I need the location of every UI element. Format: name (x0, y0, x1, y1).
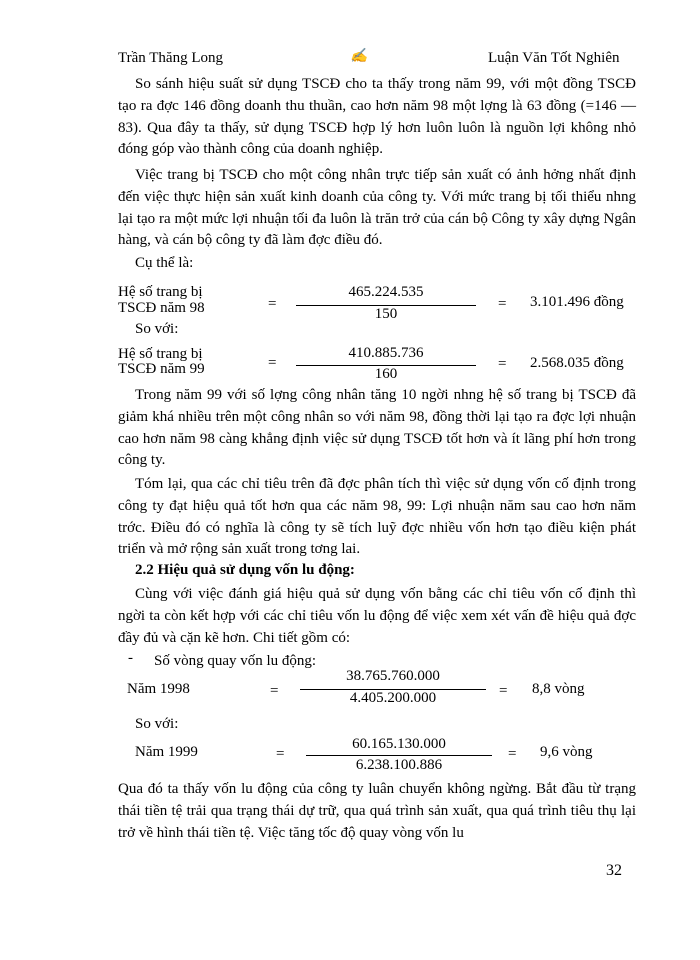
paragraph-circulation: Qua đó ta thấy vốn lu động của công ty luân chuyển không ngừng. Bắt đầu từ trạng thái tiền tệ trải qua trạng thái dự trữ, qua quá trình sản xuất, qua quá trình tiêu thụ lại trở về hình thái tiền tệ. Việc tăng tốc độ quay vòng vốn lu (118, 781, 636, 841)
paragraph-year-99: Trong năm 99 với số lợng công nhân tăng 10 ngời nhng hệ số trang bị TSCĐ đã giảm khá nhiều trên một công nhân so với năm 98, đồng thời lại tạo ra đợc lợi nhuận cao hơn năm 98 càng khẳng định việc sử dụng TSCĐ tốt hơn và ít lãng phí hơn trong công ty. (118, 387, 636, 469)
formula-4-result: 9,6 vòng (540, 744, 593, 760)
formula-1-numerator: 465.224.535 (348, 284, 424, 300)
paragraph-summary: Tóm lại, qua các chỉ tiêu trên đã đợc phân tích thì việc sử dụng vốn cố định trong công ty đạt hiệu quả tốt hơn qua các năm 98, 99: Lợi nhuận năm sau cao hơn năm trớc. Điều đó có nghĩa là công ty sẽ tích luỹ đợc nhiều vốn hơn tạo điều kiện phát triển và mở rộng sản xuất trong tơng lai. (118, 476, 636, 558)
formula-2-numerator: 410.885.736 (348, 345, 424, 361)
bullet-turnover: Số vòng quay vốn lu động: (154, 653, 317, 669)
paragraph-specifically: Cụ thể là: (135, 255, 194, 271)
formula-4-fraction-bar (306, 755, 492, 756)
formula-1-result: 3.101.496 đồng (530, 294, 624, 310)
bullet-mark: - (128, 650, 133, 666)
formula-4-label: Năm 1999 (135, 744, 198, 760)
compare-label-1: So với: (135, 321, 179, 337)
formula-4-denominator: 6.238.100.886 (355, 757, 443, 773)
header-thesis-title: Luận Văn Tốt Nghiên (488, 50, 620, 66)
formula-1-equals: = (268, 296, 277, 312)
formula-4-numerator: 60.165.130.000 (352, 736, 446, 752)
formula-3-equals: = (270, 683, 279, 699)
formula-4-equals-result: = (508, 746, 517, 762)
paragraph-equipment: Việc trang bị TSCĐ cho một công nhân trực tiếp sản xuất có ảnh hởng nhất định đến việc thực hiện sản xuất kinh doanh của công ty. Với mức trang bị tối thiểu nhng lại tạo ra một mức lợi nhuận tối đa luôn là trăn trở của cán bộ Công ty xây dựng Ngân hàng, và cán bộ công ty đã làm đợc điều đó. (118, 167, 636, 249)
paragraph-working-capital: Cùng với việc đánh giá hiệu quả sử dụng vốn bằng các chỉ tiêu vốn cố định thì ngời ta còn kết hợp với các chỉ tiêu vốn lu động để việc xem xét vấn đề hiệu quả đợc đầy đủ và cặn kẽ hơn. Chi tiết gồm có: (118, 586, 636, 646)
formula-3-numerator: 38.765.760.000 (346, 668, 440, 684)
section-heading: 2.2 Hiệu quả sử dụng vốn lu động: (135, 562, 355, 578)
formula-1-equals-result: = (498, 296, 507, 312)
compare-label-2: So với: (135, 716, 179, 732)
formula-3-denominator: 4.405.200.000 (349, 690, 437, 706)
formula-3-result: 8,8 vòng (532, 681, 585, 697)
formula-2-denominator: 160 (374, 366, 398, 382)
formula-2-result: 2.568.035 đồng (530, 355, 624, 371)
formula-4-equals: = (276, 746, 285, 762)
page-number: 32 (606, 862, 622, 879)
formula-1-denominator: 150 (374, 306, 398, 322)
header-ornament-icon: ✍ (350, 49, 368, 64)
formula-3-equals-result: = (499, 683, 508, 699)
formula-2-label-line2: TSCĐ năm 99 (118, 361, 205, 377)
formula-3-label: Năm 1998 (127, 681, 190, 697)
header-author: Trần Thăng Long (118, 50, 223, 66)
formula-1-label-line1: Hệ số trang bị (118, 284, 203, 300)
formula-2-equals-result: = (498, 356, 507, 372)
formula-2-equals: = (268, 355, 277, 371)
formula-2-label-line1: Hệ số trang bị (118, 346, 203, 362)
paragraph-efficiency-comparison: So sánh hiệu suất sử dụng TSCĐ cho ta thấy trong năm 99, với một đồng TSCĐ tạo ra đợc 146 đồng doanh thu thuần, cao hơn năm 98 một lợng là 63 đồng (=146 — 83). Qua đây ta thấy, sử dụng TSCĐ hợp lý hơn luôn luôn là nguồn lợi không nhỏ đóng góp vào thành công của doanh nghiệp. (118, 76, 636, 158)
formula-1-label-line2: TSCĐ năm 98 (118, 300, 205, 316)
